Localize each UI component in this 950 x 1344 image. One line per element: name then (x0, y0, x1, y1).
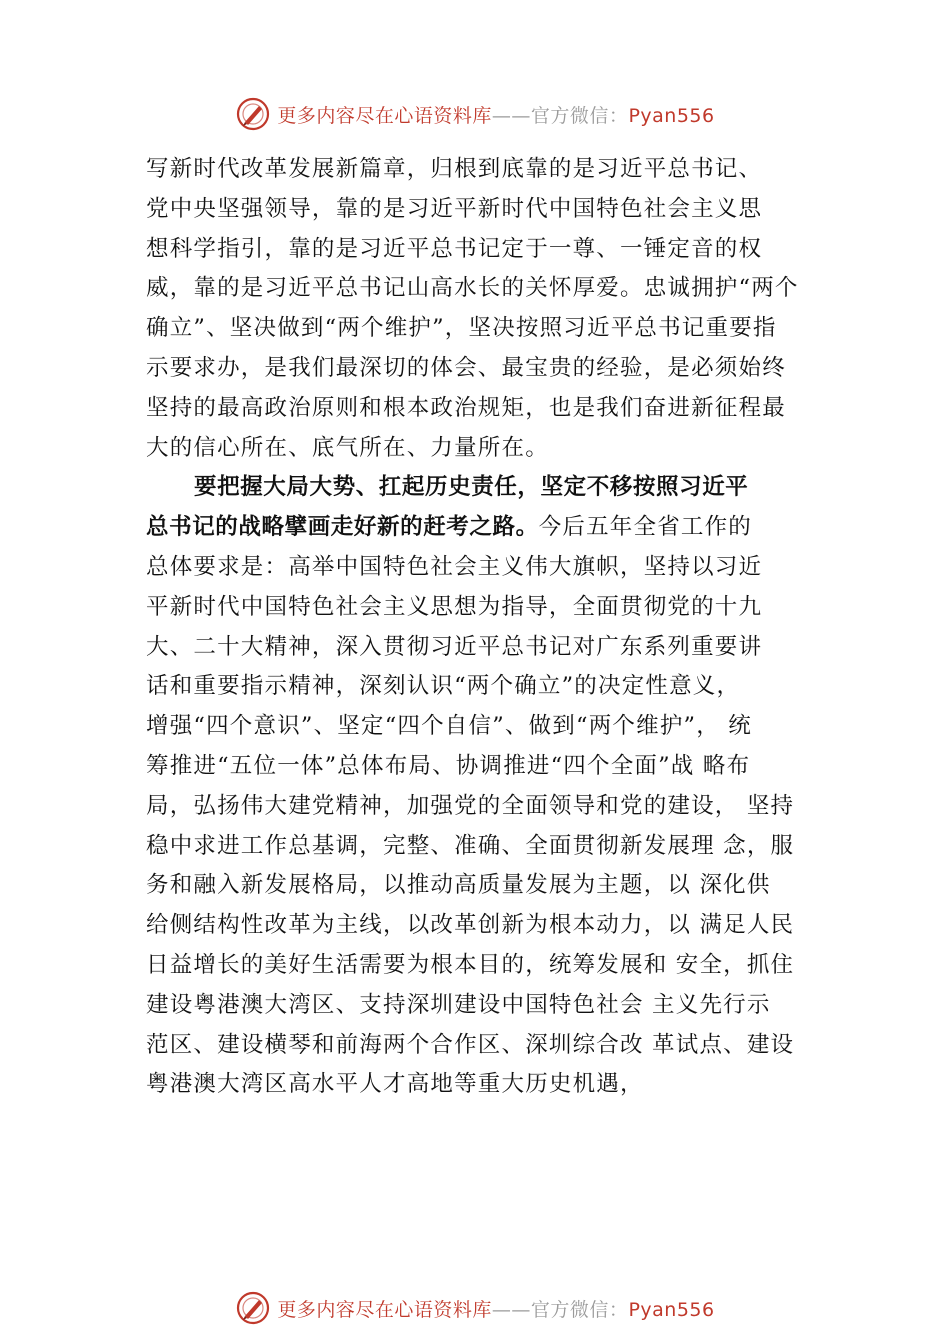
body-line: 日益增长的美好生活需要为根本目的，统筹发展和 安全，抓住 (146, 951, 795, 978)
body-line: 稳中求进工作总基调，完整、准确、全面贯彻新发展理 念，服 (146, 832, 795, 859)
footer-wechat-label: 官方微信： (530, 1298, 629, 1321)
body-line: 筹推进“五位一体”总体布局、协调推进“四个全面”战 略布 (146, 752, 751, 779)
footer-separator: —— (491, 1298, 531, 1321)
document-body (146, 150, 836, 1105)
pen-seal-icon (235, 96, 271, 132)
footer-brand: 更多内容尽在心语资料库 (277, 1298, 492, 1321)
body-line: 增强“四个意识”、坚定“四个自信”、做到“两个维护”， 统 (146, 713, 752, 740)
footer-wechat-id: Pyan556 (628, 1298, 715, 1321)
paragraph-heading-cont: 总书记的战略擘画走好新的赶考之路。 (146, 514, 539, 541)
body-line: 示要求办，是我们最深切的体会、最宝贵的经验，是必须始终 (146, 354, 786, 381)
body-line: 写新时代改革发展新篇章，归根到底靠的是习近平总书记、 (146, 156, 763, 182)
body-line: 党中央坚强领导，靠的是习近平新时代中国特色社会主义思 (146, 195, 763, 222)
footer-banner (0, 1286, 950, 1330)
header-text (277, 101, 714, 128)
pen-seal-icon (235, 1290, 271, 1326)
body-line: 话和重要指示精神，深刻认识“两个确立”的决定性意义， (146, 673, 741, 700)
body-line: 总体要求是：高举中国特色社会主义伟大旗帜，坚持以习近 (146, 553, 763, 580)
header-wechat-label: 官方微信： (530, 104, 629, 127)
body-line: 建设粤港澳大湾区、支持深圳建设中国特色社会 主义先行示 (146, 991, 771, 1018)
body-line: 大、二十大精神，深入贯彻习近平总书记对广东系列重要讲 (146, 633, 763, 660)
body-line: 确立”、坚决做到“两个维护”，坚决按照习近平总书记重要指 (146, 315, 777, 342)
body-line: 威，靠的是习近平总书记山高水长的关怀厚爱。忠诚拥护“两个 (146, 275, 799, 302)
body-line: 大的信心所在、底气所在、力量所在。 (146, 434, 549, 461)
body-line: 范区、建设横琴和前海两个合作区、深圳综合改 革试点、建设 (146, 1031, 795, 1058)
body-line: 粤港澳大湾区高水平人才高地等重大历史机遇， (146, 1071, 644, 1098)
header-separator: —— (491, 104, 531, 127)
paragraph-heading: 要把握大局大势、扛起历史责任，坚定不移按照习近平 (194, 474, 749, 501)
header-banner (0, 92, 950, 136)
body-line-rest: 今后五年全省工作的 (538, 514, 753, 541)
body-line: 想科学指引，靠的是习近平总书记定于一尊、一锤定音的权 (146, 235, 763, 262)
header-brand: 更多内容尽在心语资料库 (277, 104, 492, 127)
body-line: 务和融入新发展格局，以推动高质量发展为主题，以 深化供 (146, 872, 771, 899)
paragraph-heading-line2 (146, 508, 836, 548)
body-line: 局，弘扬伟大建党精神，加强党的全面领导和党的建设， 坚持 (146, 792, 795, 819)
body-line: 平新时代中国特色社会主义思想为指导，全面贯彻党的十九 (146, 593, 763, 620)
body-line: 坚持的最高政治原则和根本政治规矩，也是我们奋进新征程最 (146, 394, 786, 421)
header-wechat-id: Pyan556 (628, 104, 715, 127)
footer-text (277, 1295, 714, 1322)
body-line: 给侧结构性改革为主线，以改革创新为根本动力，以 满足人民 (146, 912, 795, 939)
